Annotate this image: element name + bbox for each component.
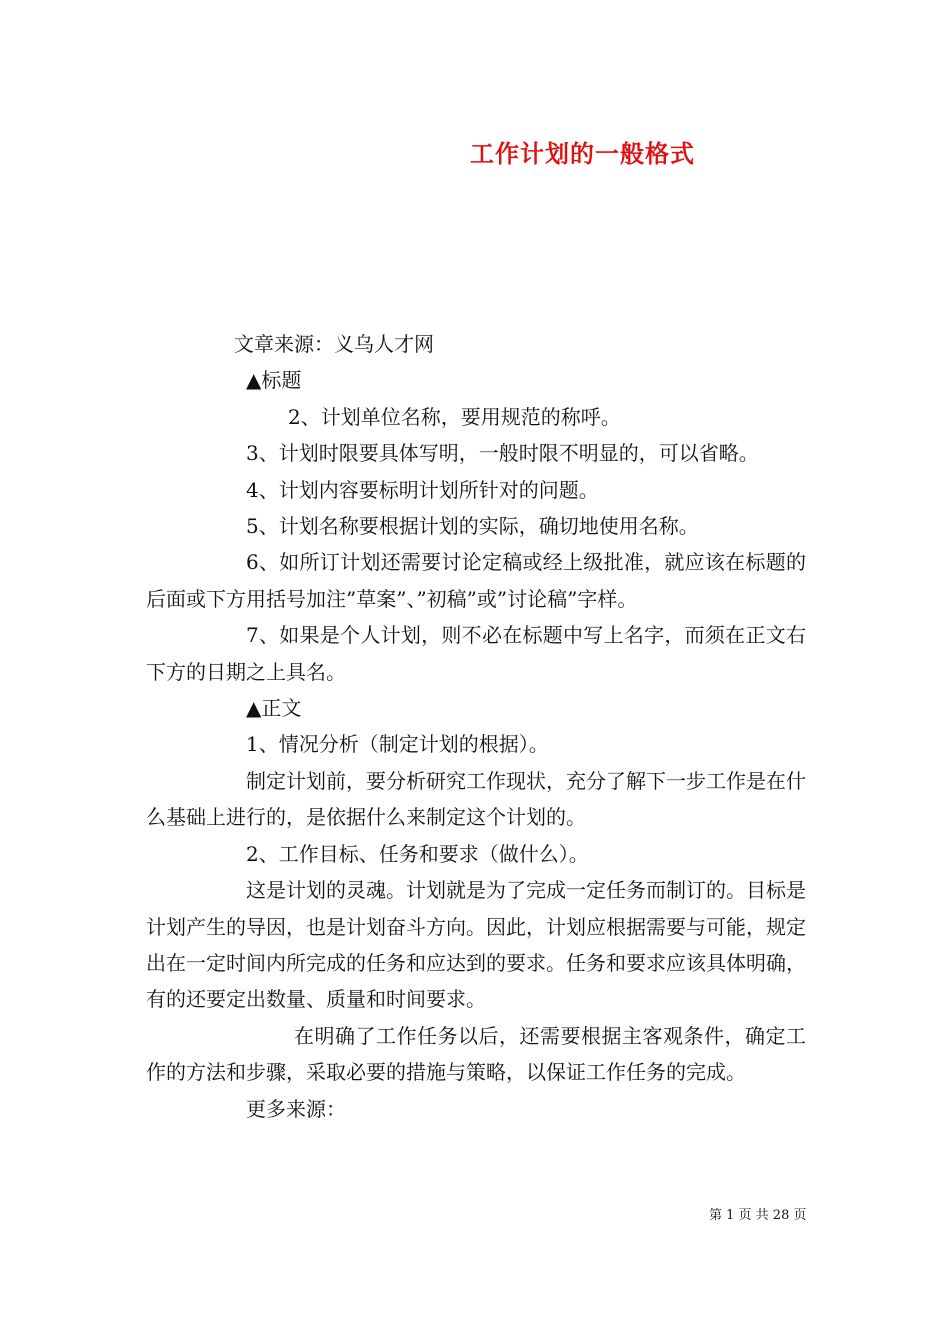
paragraph: 4、计划内容要标明计划所针对的问题。 — [246, 477, 599, 502]
paragraph: 制定计划前，要分析研究工作现状，充分了解下一步工作是在什么基础上进行的，是依据什么来制定这个计划的。 — [146, 768, 806, 830]
document-body — [146, 326, 806, 1127]
paragraph: 1、情况分析（制定计划的根据）。 — [246, 732, 549, 757]
source-line: 文章来源：义乌人才网 — [234, 332, 434, 356]
paragraph: 这是计划的灵魂。计划就是为了完成一定任务而制订的。目标是计划产生的导因，也是计划奋斗方向。因此，计划应根据需要与可能，规定出在一定时间内所完成的任务和应达到的要求。任务和要求应该具体明确，有的还要定出数量、质量和时间要求。 — [146, 878, 806, 1012]
page-number-footer: 第 1 页 共 28 页 — [709, 1208, 807, 1223]
paragraph: 6、如所订计划还需要讨论定稿或经上级批准，就应该在标题的后面或下方用括号加注”草案”、”初稿”或”讨论稿”字样。 — [146, 550, 806, 611]
document-title: 工作计划的一般格式 — [470, 139, 695, 168]
paragraph: 5、计划名称要根据计划的实际，确切地使用名称。 — [246, 514, 699, 539]
paragraph: 7、如果是个人计划，则不必在标题中写上名字，而须在正文右下方的日期之上具名。 — [146, 623, 806, 684]
section-heading: ▲标题 — [246, 368, 302, 393]
paragraph: 3、计划时限要具体写明，一般时限不明显的，可以省略。 — [246, 441, 759, 466]
section-heading: ▲正文 — [246, 696, 302, 721]
paragraph: 在明确了工作任务以后，还需要根据主客观条件，确定工作的方法和步骤，采取必要的措施与策略，以保证工作任务的完成。 — [146, 1023, 806, 1085]
paragraph: 2、计划单位名称，要用规范的称呼。 — [288, 404, 621, 429]
paragraph: 2、工作目标、任务和要求（做什么）。 — [246, 841, 589, 866]
paragraph: 更多来源： — [246, 1096, 346, 1121]
